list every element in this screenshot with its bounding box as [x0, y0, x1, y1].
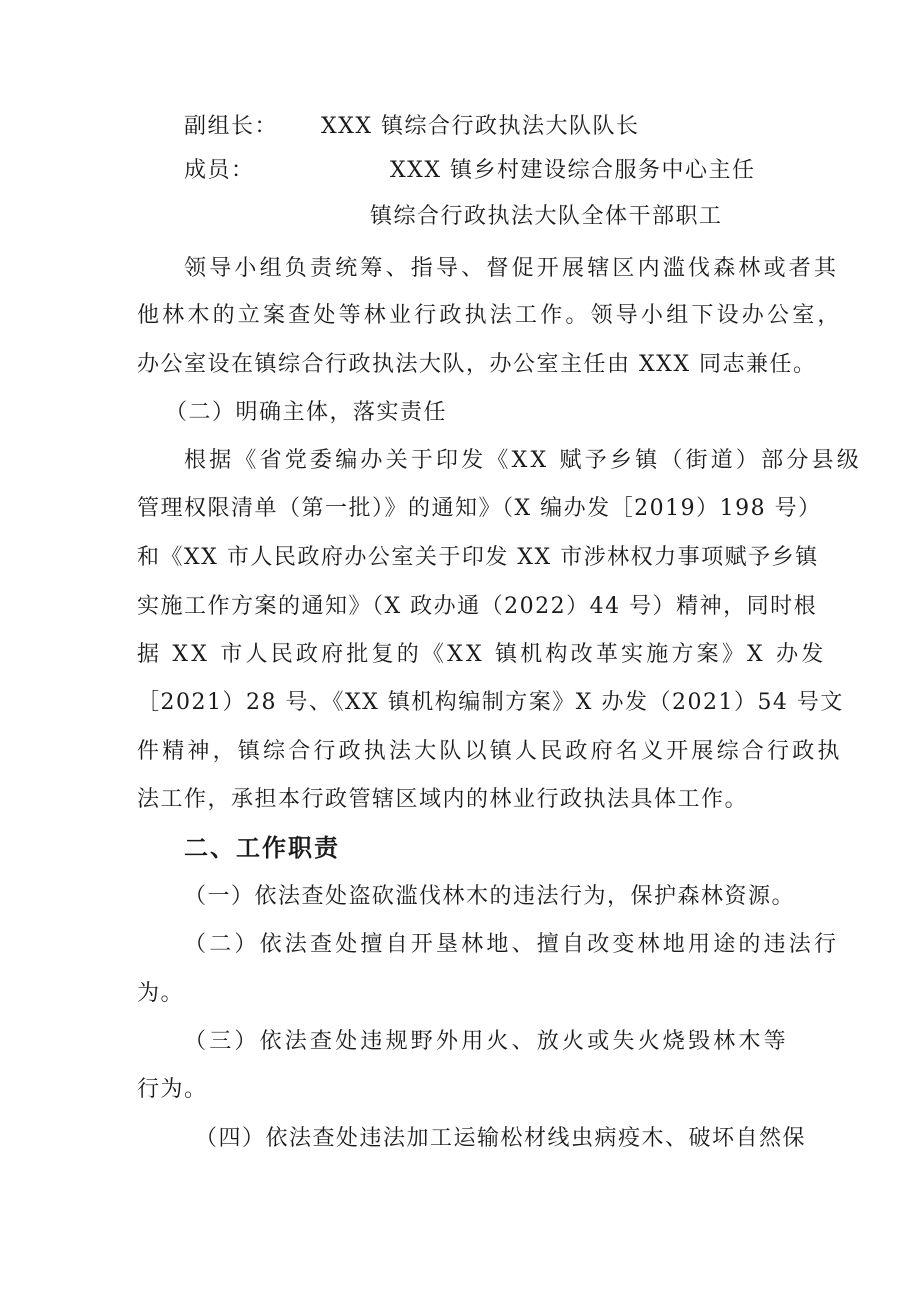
duty-4-line1: （四）依法查处违法加工运输松材线虫病疫木、破坏自然保	[195, 1126, 807, 1151]
deputy-leader-value: XXX 镇综合行政执法大队队长	[321, 114, 640, 139]
members-value-1: XXX 镇乡村建设综合服务中心主任	[390, 158, 756, 183]
para2-line1: 根据《省党委编办关于印发《XX 赋予乡镇（街道）部分县级	[184, 448, 862, 473]
para2-line4: 实施工作方案的通知》（X 政办通（2022）44 号）精神，同时根	[137, 594, 818, 619]
duty-2-line2: 为。	[137, 981, 185, 1006]
deputy-leader-label: 副组长：	[184, 114, 279, 139]
duty-1: （一）依法查处盗砍滥伐林木的违法行为，保护森林资源。	[184, 884, 796, 909]
para2-line8: 法工作，承担本行政管辖区域内的林业行政执法具体工作。	[137, 787, 749, 812]
para2-line3: 和《XX 市人民政府办公室关于印发 XX 市涉林权力事项赋予乡镇	[137, 545, 819, 570]
para1-line3: 办公室设在镇综合行政执法大队，办公室主任由 XXX 同志兼任。	[137, 352, 817, 377]
duty-3-line2: 行为。	[137, 1077, 208, 1102]
para2-line6: ［2021）28 号、《XX 镇机构编制方案》X 办发（2021）54 号文	[137, 690, 844, 715]
duty-3-line1: （三）依法查处违规野外用火、放火或失火烧毁林木等	[184, 1029, 789, 1054]
subheading-2: （二）明确主体，落实责任	[165, 400, 448, 425]
members-value-2: 镇综合行政执法大队全体干部职工	[370, 204, 723, 229]
para2-line2: 管理权限清单（第一批）》的通知》（X 编办发［2019）198 号）	[137, 496, 822, 521]
duty-2-line1: （二）依法查处擅自开垦林地、擅自改变林地用途的违法行	[184, 932, 840, 957]
para2-line5: 据 XX 市人民政府批复的《XX 镇机构改革实施方案》X 办发	[137, 642, 827, 667]
section-2-heading: 二、工作职责	[184, 834, 340, 862]
members-label: 成员：	[184, 158, 255, 183]
para2-line7: 件精神，镇综合行政执法大队以镇人民政府名义开展综合行政执	[137, 739, 843, 764]
para1-line1: 领导小组负责统筹、指导、督促开展辖区内滥伐森林或者其	[184, 256, 840, 281]
para1-line2: 他林木的立案查处等林业行政执法工作。领导小组下设办公室，	[137, 303, 843, 328]
